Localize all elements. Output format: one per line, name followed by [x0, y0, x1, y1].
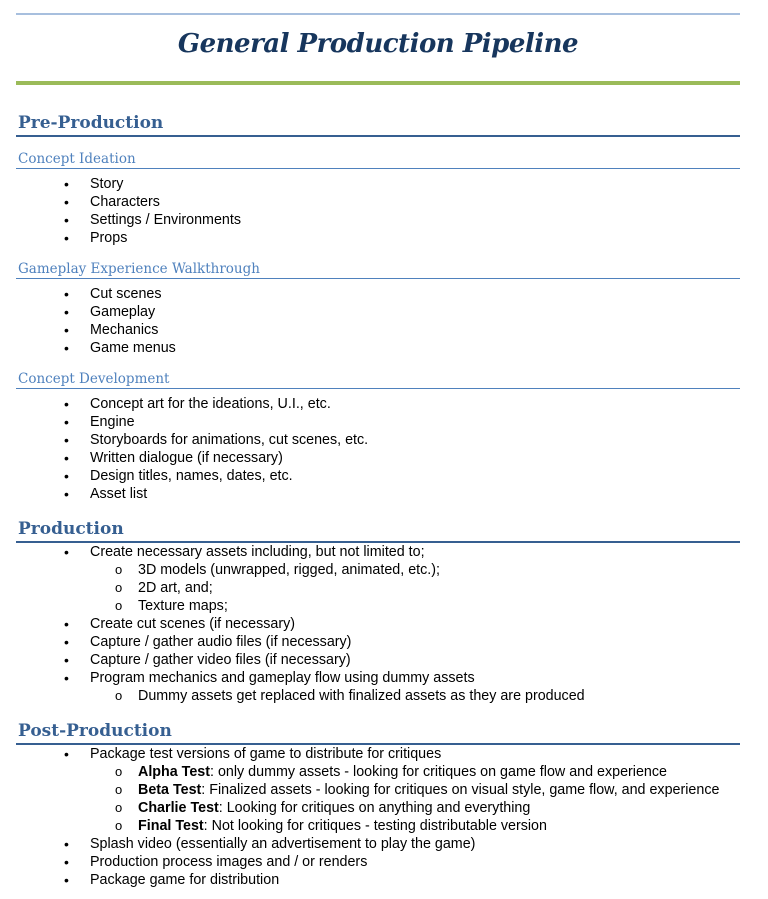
- bullet-icon: •: [64, 670, 69, 686]
- sub-list-item: [16, 597, 740, 615]
- item-text: : Finalized assets - looking for critiques on visual style, game flow, and experience: [201, 782, 720, 798]
- list-item: [16, 467, 740, 485]
- sub-list-item: [16, 817, 740, 835]
- bullet-list: [16, 745, 740, 889]
- item-text: : Not looking for critiques - testing distributable version: [203, 818, 547, 834]
- list-item: [16, 303, 740, 321]
- bullet-icon: •: [64, 396, 69, 412]
- bullet-icon: •: [64, 304, 69, 320]
- item-label-bold: Beta Test: [138, 782, 202, 798]
- sub-list-item: [16, 763, 740, 781]
- item-text: Create cut scenes (if necessary): [90, 616, 296, 632]
- bullet-icon: •: [64, 468, 69, 484]
- item-text: Asset list: [90, 486, 148, 502]
- bullet-icon: •: [64, 414, 69, 430]
- bullet-icon: •: [64, 322, 69, 338]
- subsection-heading: Gameplay Experience Walkthrough: [16, 259, 740, 279]
- list-item: [16, 669, 740, 687]
- bullet-icon: •: [64, 872, 69, 888]
- item-label-bold: Final Test: [138, 818, 204, 834]
- item-text: Package test versions of game to distribute for critiques: [90, 746, 442, 762]
- item-text: Cut scenes: [90, 286, 162, 302]
- item-text: Gameplay: [90, 304, 156, 320]
- list-item: [16, 175, 740, 193]
- bullet-list: [16, 395, 740, 503]
- item-text: Dummy assets get replaced with finalized assets as they are produced: [138, 688, 585, 704]
- bullet-list: [16, 175, 740, 247]
- document-content: [16, 98, 740, 889]
- item-text: : Looking for critiques on anything and everything: [218, 800, 531, 816]
- circle-bullet-icon: o: [115, 580, 123, 595]
- bullet-icon: •: [64, 450, 69, 466]
- list-item: [16, 395, 740, 413]
- bullet-icon: •: [64, 176, 69, 192]
- item-text: Capture / gather audio files (if necessary): [90, 634, 352, 650]
- item-text: Characters: [90, 194, 160, 210]
- item-text: Engine: [90, 414, 135, 430]
- circle-bullet-icon: o: [115, 764, 123, 779]
- title-divider: [16, 81, 740, 85]
- circle-bullet-icon: o: [115, 800, 123, 815]
- item-text: Storyboards for animations, cut scenes, etc.: [90, 432, 369, 448]
- bullet-list: [16, 285, 740, 357]
- item-text: 3D models (unwrapped, rigged, animated, etc.);: [138, 562, 440, 578]
- list-item: [16, 211, 740, 229]
- sub-list-item: [16, 687, 740, 705]
- bullet-icon: •: [64, 616, 69, 632]
- list-item: [16, 431, 740, 449]
- bullet-icon: •: [64, 836, 69, 852]
- item-text: Game menus: [90, 340, 176, 356]
- bullet-icon: •: [64, 230, 69, 246]
- bullet-icon: •: [64, 652, 69, 668]
- bullet-icon: •: [64, 544, 69, 560]
- circle-bullet-icon: o: [115, 562, 123, 577]
- bullet-icon: •: [64, 634, 69, 650]
- list-item: [16, 449, 740, 467]
- item-text: Program mechanics and gameplay flow using dummy assets: [90, 670, 475, 686]
- list-item: [16, 413, 740, 431]
- item-text: Written dialogue (if necessary): [90, 450, 283, 466]
- bullet-icon: •: [64, 486, 69, 502]
- document-title: General Production Pipeline: [177, 29, 579, 59]
- circle-bullet-icon: o: [115, 688, 123, 703]
- item-text: Texture maps;: [138, 598, 228, 614]
- list-item: [16, 871, 740, 889]
- item-text: Production process images and / or renders: [90, 854, 368, 870]
- section-heading: Production: [16, 517, 740, 543]
- list-item: [16, 285, 740, 303]
- subsection-heading: Concept Ideation: [16, 149, 740, 169]
- list-item: [16, 193, 740, 211]
- item-text: Mechanics: [90, 322, 159, 338]
- top-rule: [16, 13, 740, 15]
- sub-list-item: [16, 579, 740, 597]
- list-item: [16, 853, 740, 871]
- item-text: 2D art, and;: [138, 580, 213, 596]
- item-text: : only dummy assets - looking for critiques on game flow and experience: [210, 764, 667, 780]
- item-text: Capture / gather video files (if necessary): [90, 652, 351, 668]
- bullet-icon: •: [64, 854, 69, 870]
- section-heading: Pre-Production: [16, 111, 740, 137]
- list-item: [16, 651, 740, 669]
- item-label-bold: Alpha Test: [138, 764, 211, 780]
- circle-bullet-icon: o: [115, 782, 123, 797]
- section-heading: Post-Production: [16, 719, 740, 745]
- sub-list-item: [16, 561, 740, 579]
- list-item: [16, 633, 740, 651]
- list-item: [16, 543, 740, 561]
- item-text: Concept art for the ideations, U.I., etc.: [90, 396, 331, 412]
- sub-list-item: [16, 799, 740, 817]
- list-item: [16, 615, 740, 633]
- list-item: [16, 745, 740, 763]
- bullet-icon: •: [64, 212, 69, 228]
- bullet-icon: •: [64, 194, 69, 210]
- bullet-icon: •: [64, 340, 69, 356]
- subsection-heading: Concept Development: [16, 369, 740, 389]
- item-text: Splash video (essentially an advertisement to play the game): [90, 836, 476, 852]
- item-text: Settings / Environments: [90, 212, 241, 228]
- list-item: [16, 835, 740, 853]
- bullet-icon: •: [64, 286, 69, 302]
- list-item: [16, 321, 740, 339]
- circle-bullet-icon: o: [115, 818, 123, 833]
- item-label-bold: Charlie Test: [138, 800, 219, 816]
- list-item: [16, 485, 740, 503]
- item-text: Create necessary assets including, but not limited to;: [90, 544, 425, 560]
- item-text: Design titles, names, dates, etc.: [90, 468, 293, 484]
- item-text: Story: [90, 176, 124, 192]
- circle-bullet-icon: o: [115, 598, 123, 613]
- list-item: [16, 229, 740, 247]
- sub-list-item: [16, 781, 740, 799]
- item-text: Props: [90, 230, 128, 246]
- list-item: [16, 339, 740, 357]
- bullet-list: [16, 543, 740, 705]
- bullet-icon: •: [64, 746, 69, 762]
- item-text: Package game for distribution: [90, 872, 280, 888]
- bullet-icon: •: [64, 432, 69, 448]
